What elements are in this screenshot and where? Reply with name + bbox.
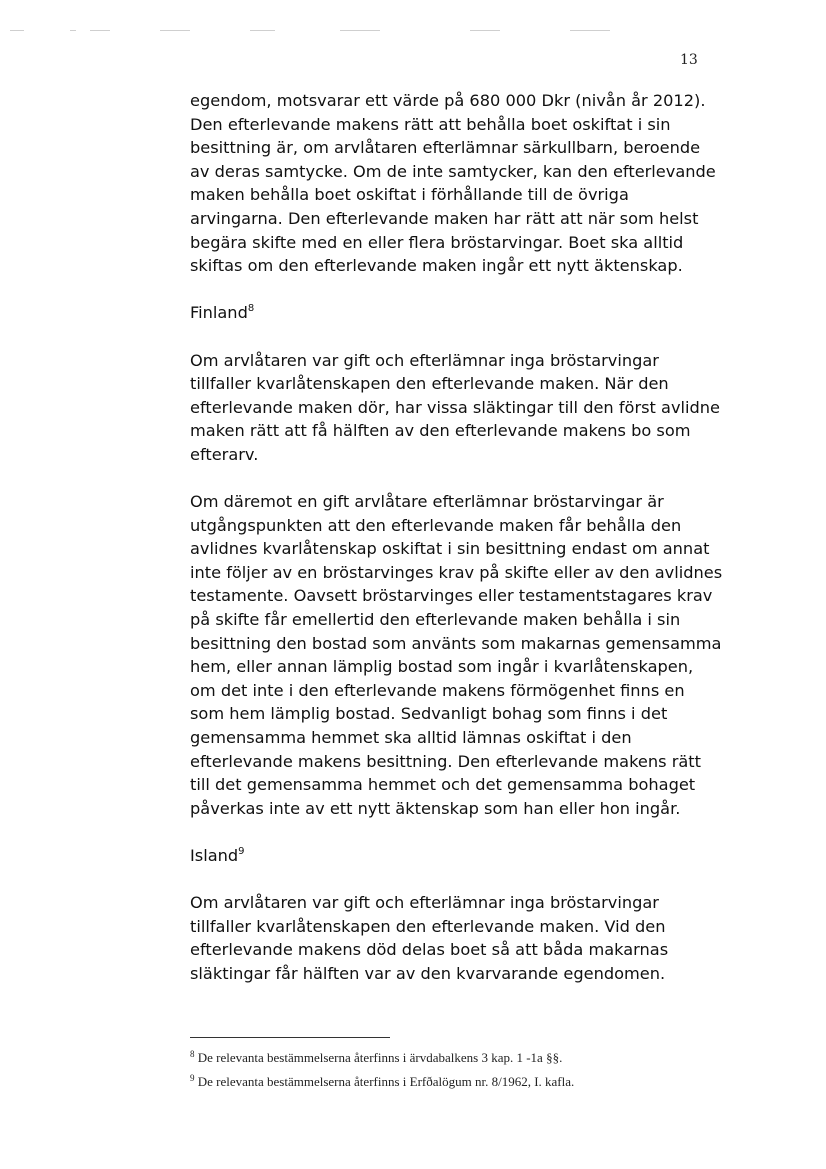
text-line: skiftas om den efterlevande maken ingår ett nytt äktenskap. [190, 256, 683, 276]
text-line: till det gemensamma hemmet och det gemensamma bohaget [190, 775, 696, 795]
text-line: av deras samtycke. Om de inte samtycker, kan den efterlevande [190, 161, 716, 181]
finland-paragraph-1 [190, 349, 720, 467]
text-line: maken behålla boet oskiftat i förhållande till de övriga [190, 185, 629, 205]
footnote-8 [190, 1046, 750, 1070]
footnote-text: De relevanta bestämmelserna återfinns i ärvdabalkens 3 kap. 1 -1a §§. [197, 1050, 563, 1065]
text-line: begära skifte med en eller flera bröstarvingar. Boet ska alltid [190, 232, 684, 252]
island-paragraph-1 [190, 891, 720, 985]
page-number: 13 [680, 52, 698, 68]
text-line: efterlevande makens besittning. Den efterlevande makens rätt [190, 751, 701, 771]
text-line: om det inte i den efterlevande makens förmögenhet finns en [190, 680, 685, 700]
text-line: utgångspunkten att den efterlevande maken får behålla den [190, 515, 682, 535]
text-line: släktingar får hälften var av den kvarvarande egendomen. [190, 963, 666, 983]
heading-text: Finland [190, 303, 248, 323]
footnote-ref-9: 9 [238, 846, 245, 857]
text-line: besittning den bostad som använts som makarnas gemensamma [190, 633, 722, 653]
footnote-9 [190, 1070, 750, 1094]
intro-paragraph [190, 89, 720, 278]
text-line: Om däremot en gift arvlåtare efterlämnar bröstarvingar är [190, 492, 664, 512]
text-line: Den efterlevande makens rätt att behålla boet oskiftat i sin [190, 114, 671, 134]
footnote-number: 9 [190, 1073, 195, 1083]
text-line: på skifte får emellertid den efterlevande maken behålla i sin [190, 610, 681, 630]
text-line: tillfaller kvarlåtenskapen den efterlevande maken. Vid den [190, 916, 666, 936]
footnote-number: 8 [190, 1049, 195, 1059]
text-line: inte följer av en bröstarvinges krav på skifte eller av den avlidnes [190, 562, 723, 582]
text-line: påverkas inte av ett nytt äktenskap som han eller hon ingår. [190, 798, 681, 818]
text-line: som hem lämplig bostad. Sedvanligt bohag som finns i det [190, 704, 668, 724]
finland-paragraph-2 [190, 490, 723, 820]
footnote-divider [190, 1037, 390, 1038]
footnote-ref-8: 8 [247, 303, 255, 315]
text-line: hem, eller annan lämplig bostad som ingår i kvarlåtenskapen, [190, 657, 694, 677]
scan-artifacts [10, 30, 710, 32]
text-line: egendom, motsvarar ett värde på 680 000 Dkr (nivån år 2012). [190, 91, 706, 110]
text-line: gemensamma hemmet ska alltid lämnas oskiftat i den [190, 728, 632, 748]
text-line: Om arvlåtaren var gift och efterlämnar inga bröstarvingar [190, 893, 659, 913]
body-text [190, 89, 723, 986]
text-line: efterarv. [190, 444, 259, 464]
section-heading-finland [190, 301, 720, 325]
text-line: efterlevande makens död delas boet så att båda makarnas [190, 940, 669, 960]
footnotes [190, 1046, 750, 1094]
heading-text: Island [190, 846, 239, 865]
footnote-text: De relevanta bestämmelserna återfinns i Erfðalögum nr. 8/1962, I. kafla. [197, 1074, 575, 1089]
text-line: testamente. Oavsett bröstarvinges eller testamentstagares krav [190, 586, 713, 606]
text-line: Om arvlåtaren var gift och efterlämnar inga bröstarvingar [190, 350, 659, 370]
text-line: arvingarna. Den efterlevande maken har rätt att när som helst [190, 208, 699, 228]
text-line: efterlevande maken dör, har vissa släktingar till den först avlidne [190, 397, 721, 417]
text-line: besittning är, om arvlåtaren efterlämnar särkullbarn, beroende [190, 138, 701, 158]
text-line: maken rätt att få hälften av den efterlevande makens bo som [190, 421, 691, 441]
text-line: tillfaller kvarlåtenskapen den efterlevande maken. När den [190, 374, 669, 394]
section-heading-island [190, 844, 720, 868]
text-line: avlidnes kvarlåtenskap oskiftat i sin besittning endast om annat [190, 539, 710, 559]
